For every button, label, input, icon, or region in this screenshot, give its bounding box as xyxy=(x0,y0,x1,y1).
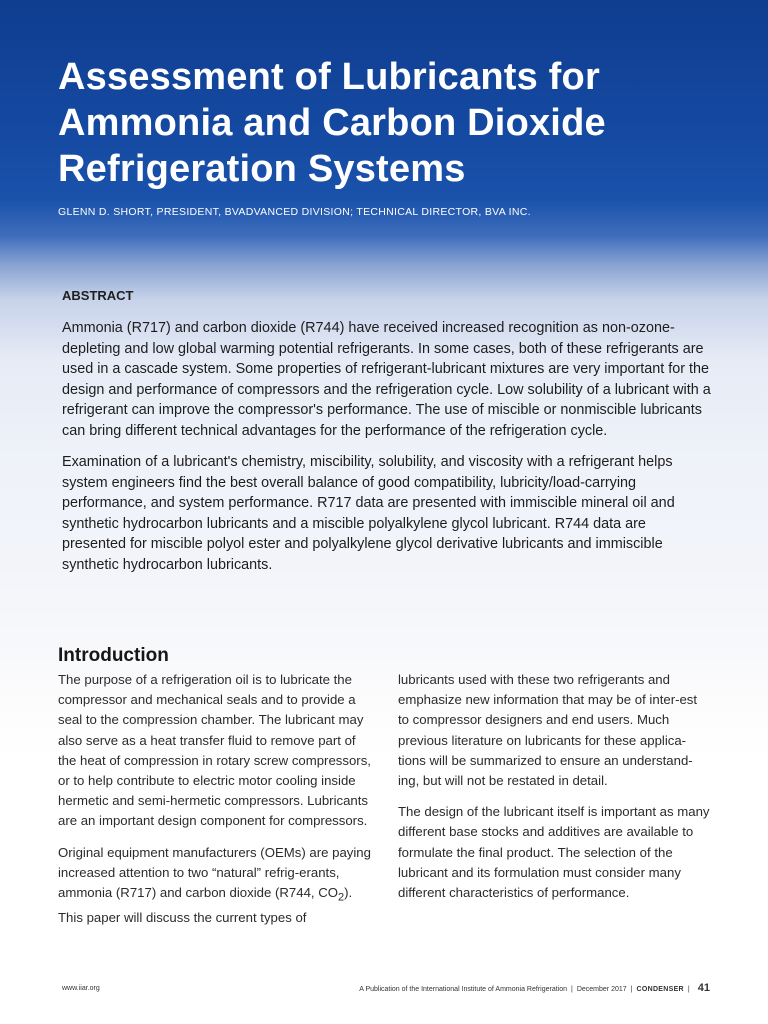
footer-website: www.iiar.org xyxy=(62,985,100,992)
abstract-paragraph: Examination of a lubricant's chemistry, miscibility, solubility, and viscosity with a refrigerant helps system engineers find the best overall balance of good compatibility, lubricity/load-carrying performance, and system performance. R717 data are presented with immiscible mineral oil and synthetic hydrocarbon lubricants and a miscible polyalkylene glycol lubricant. R744 data are presented for miscible polyol ester and polyalkylene glycol derivative lubricants and immiscible synthetic hydrocarbon lubricants. xyxy=(62,454,675,573)
abstract-paragraph: Ammonia (R717) and carbon dioxide (R744) have received increased recognition as non-ozone- depleting and low global warming potential refrigerants. In some cases, both of these refrigerants are used in a cascade system. Some properties of refrigerant-lubricant mixtures are very important for the design and performance of compressors and the refrigeration cycle. Low solubility of a lubricant with a refrigerant can improve the compressor's performance. The use of miscible or nonmiscible lubricants can bring different technical advantages for the performance of the refrigeration cycle. xyxy=(62,320,711,439)
intro-right-column xyxy=(398,670,710,914)
footer-publication: A Publication of the International Institute of Ammonia Refrigeration xyxy=(359,986,568,993)
footer-magazine: CONDENSER xyxy=(636,986,684,993)
footer-separator: | xyxy=(571,986,573,993)
footer-separator: | xyxy=(630,986,633,993)
intro-paragraph: lubricants used with these two refrigerants and emphasize new information that may be of inter-est to compressor designers and end users. Much previous literature on lubricants for these applica-tions will be summarized to ensure an understand-ing, but will not be restated in detail. xyxy=(398,672,698,789)
co2-subscript: 2 xyxy=(338,891,345,904)
intro-paragraph-tail: ). This paper will discuss the current types of xyxy=(58,885,353,925)
introduction-heading: Introduction xyxy=(58,645,169,666)
abstract-body xyxy=(62,318,712,586)
footer-date: December 2017 xyxy=(576,986,627,993)
intro-paragraph: The purpose of a refrigeration oil is to lubricate the compressor and mechanical seals and to provide a seal to the compression chamber. The lubricant may also serve as a heat transfer fluid to remove part of the heat of compression in rotary screw compressors, or to help contribute to electric motor cooling inside hermetic and semi-hermetic compressors. Lubricants are an important design component for compressors. xyxy=(58,672,371,829)
author-byline: GLENN D. SHORT, PRESIDENT, BVADVANCED DIVISION; TECHNICAL DIRECTOR, BVA INC. xyxy=(58,206,531,218)
page-number: 41 xyxy=(697,982,710,994)
footer-separator: | xyxy=(687,986,690,993)
article-title: Assessment of Lubricants for Ammonia and Carbon Dioxide Refrigeration Systems xyxy=(58,56,606,190)
intro-paragraph xyxy=(58,843,376,928)
intro-paragraph-text: Original equipment manufacturers (OEMs) are paying increased attention to two “natural” refrig-erants, ammonia (R717) and carbon dioxide (R744, CO xyxy=(58,844,371,901)
intro-paragraph: The design of the lubricant itself is important as many different base stocks and additives are available to formulate the final product. The selection of the lubricant and its formulation must consider many different characteristics of performance. xyxy=(398,804,710,901)
intro-left-column xyxy=(58,670,376,939)
abstract-heading: ABSTRACT xyxy=(62,288,134,303)
footer-publication-info xyxy=(359,982,710,994)
